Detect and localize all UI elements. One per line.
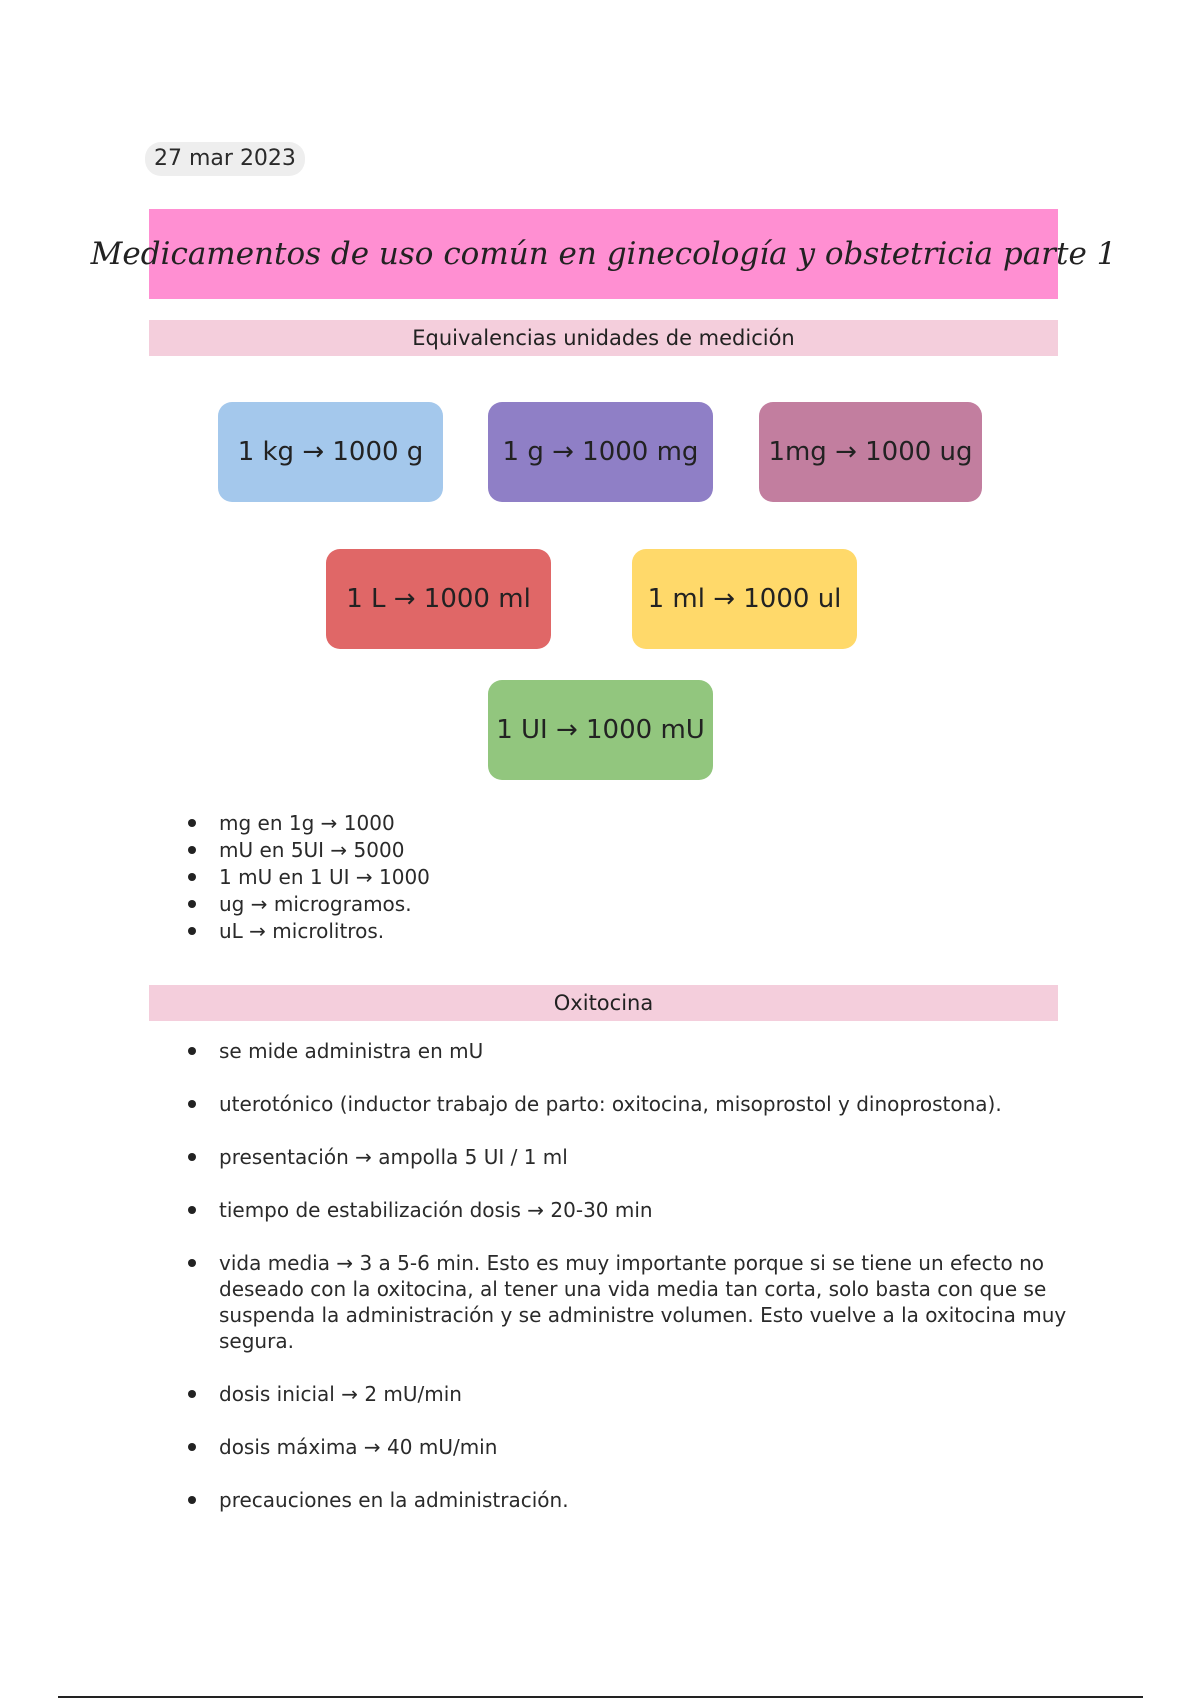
list-item (188, 891, 788, 918)
list-item-text: 1 mU en 1 UI → 1000 (219, 865, 430, 889)
list-item (188, 1381, 1068, 1407)
bullet-icon (188, 1259, 196, 1267)
list-item-text: uterotónico (inductor trabajo de parto: oxitocina, misoprostol y dinoprostona). (219, 1092, 1002, 1116)
list-item (188, 1197, 1068, 1223)
unit-box-ui-mu: 1 UI → 1000 mU (488, 680, 713, 780)
list-item-text: mg en 1g → 1000 (219, 811, 395, 835)
list-item-text: ug → microgramos. (219, 892, 412, 916)
list-item (188, 1250, 1068, 1354)
oxitocina-bullet-list (188, 1038, 1068, 1513)
list-item-text: dosis máxima → 40 mU/min (219, 1435, 498, 1459)
list-item-text: dosis inicial → 2 mU/min (219, 1382, 462, 1406)
bullet-icon (188, 873, 196, 881)
bullet-icon (188, 846, 196, 854)
bullet-icon (188, 1496, 196, 1504)
list-item (188, 1038, 1068, 1064)
section-heading-oxitocina: Oxitocina (149, 985, 1058, 1021)
section-heading-equivalences: Equivalencias unidades de medición (149, 320, 1058, 356)
bullet-icon (188, 1206, 196, 1214)
bullet-icon (188, 1390, 196, 1398)
unit-box-ml-ul: 1 ml → 1000 ul (632, 549, 857, 649)
list-item (188, 837, 788, 864)
bullet-icon (188, 1047, 196, 1055)
bullet-icon (188, 819, 196, 827)
bullet-icon (188, 1100, 196, 1108)
list-item-text: presentación → ampolla 5 UI / 1 ml (219, 1145, 568, 1169)
bottom-divider (58, 1696, 1143, 1698)
list-item-text: tiempo de estabilización dosis → 20-30 min (219, 1198, 653, 1222)
list-item-text: mU en 5UI → 5000 (219, 838, 405, 862)
page-title: Medicamentos de uso común en ginecología y obstetricia parte 1 (149, 209, 1058, 299)
list-item-text: vida media → 3 a 5-6 min. Esto es muy importante porque si se tiene un efecto no deseado con la oxitocina, al tener una vida media tan corta, solo basta con que se suspenda la administración y se administre volumen. Esto vuelve a la oxitocina muy segura. (219, 1251, 1067, 1353)
bullet-icon (188, 1443, 196, 1451)
unit-box-l-ml: 1 L → 1000 ml (326, 549, 551, 649)
bullet-icon (188, 900, 196, 908)
date-badge: 27 mar 2023 (145, 142, 305, 176)
list-item (188, 1487, 1068, 1513)
list-item (188, 918, 788, 945)
bullet-icon (188, 927, 196, 935)
bullet-icon (188, 1153, 196, 1161)
list-item (188, 1434, 1068, 1460)
list-item (188, 864, 788, 891)
list-item-text: uL → microlitros. (219, 919, 385, 943)
list-item-text: precauciones en la administración. (219, 1488, 569, 1512)
list-item (188, 1144, 1068, 1170)
list-item-text: se mide administra en mU (219, 1039, 484, 1063)
unit-box-kg-g: 1 kg → 1000 g (218, 402, 443, 502)
list-item (188, 810, 788, 837)
list-item (188, 1091, 1068, 1117)
unit-box-g-mg: 1 g → 1000 mg (488, 402, 713, 502)
unit-box-mg-ug: 1mg → 1000 ug (759, 402, 982, 502)
units-bullet-list (188, 810, 788, 945)
